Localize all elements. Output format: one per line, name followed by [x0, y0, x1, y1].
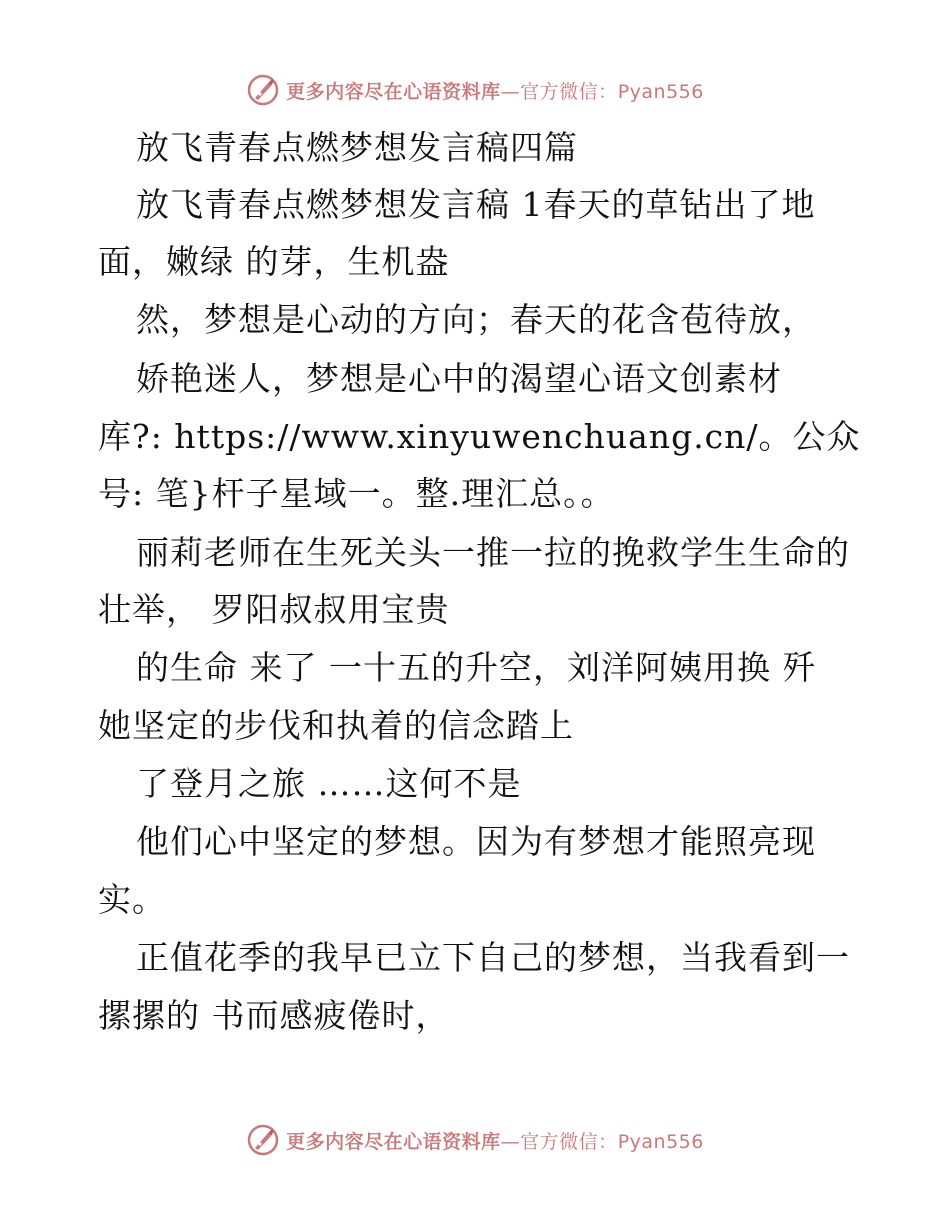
paragraph-line: 了登月之旅 ……这何不是 [136, 764, 522, 803]
paragraph-line: 面，嫩绿 的芽，生机盎 [98, 242, 450, 281]
document-title: 放飞青春点燃梦想发言稿四篇 [136, 128, 578, 167]
footer-banner [0, 1120, 950, 1160]
pen-nib-logo-icon [246, 73, 280, 107]
paragraph-line: 她坚定的步伐和执着的信念踏上 [98, 706, 574, 745]
banner-separator: — [500, 1130, 521, 1153]
banner-content [246, 1123, 704, 1157]
banner-wechat-label: 官方微信： [520, 1130, 618, 1153]
paragraph-line: 摞摞的 书而感疲倦时， [98, 996, 450, 1035]
paragraph-line: 正值花季的我早已立下自己的梦想，当我看到一 [136, 938, 850, 977]
banner-text [286, 1127, 704, 1154]
banner-text [286, 77, 704, 104]
paragraph-line: 娇艳迷人，梦想是心中的渴望心语文创素材 [136, 359, 782, 398]
banner-separator: — [500, 80, 521, 103]
paragraph-line: 号: 笔}杆子星域一。整.理汇总。。 [98, 474, 615, 513]
paragraph-line: 壮举， 罗阳叔叔用宝贵 [98, 590, 450, 629]
paragraph-line: 实。 [98, 880, 166, 919]
header-banner [0, 70, 950, 110]
banner-main-text: 更多内容尽在心语资料库 [286, 80, 501, 103]
banner-wechat-handle: Pyan556 [617, 1130, 704, 1153]
paragraph-line: 放飞青春点燃梦想发言稿 1春天的草钻出了地 [136, 185, 816, 224]
banner-content [246, 73, 704, 107]
paragraph-line: 他们心中坚定的梦想。因为有梦想才能照亮现 [136, 822, 816, 861]
paragraph-line: 丽莉老师在生死关头一推一拉的挽救学生生命的 [136, 533, 850, 572]
banner-wechat-handle: Pyan556 [617, 80, 704, 103]
pen-nib-logo-icon [246, 1123, 280, 1157]
banner-wechat-label: 官方微信： [520, 80, 618, 103]
banner-main-text: 更多内容尽在心语资料库 [286, 1130, 501, 1153]
paragraph-line: 的生命 来了 一十五的升空，刘洋阿姨用换 歼 [136, 648, 817, 687]
paragraph-line: 库?: https://www.xinyuwenchuang.cn/。公众 [98, 417, 861, 456]
paragraph-line: 然，梦想是心动的方向；春天的花含苞待放， [136, 300, 816, 339]
